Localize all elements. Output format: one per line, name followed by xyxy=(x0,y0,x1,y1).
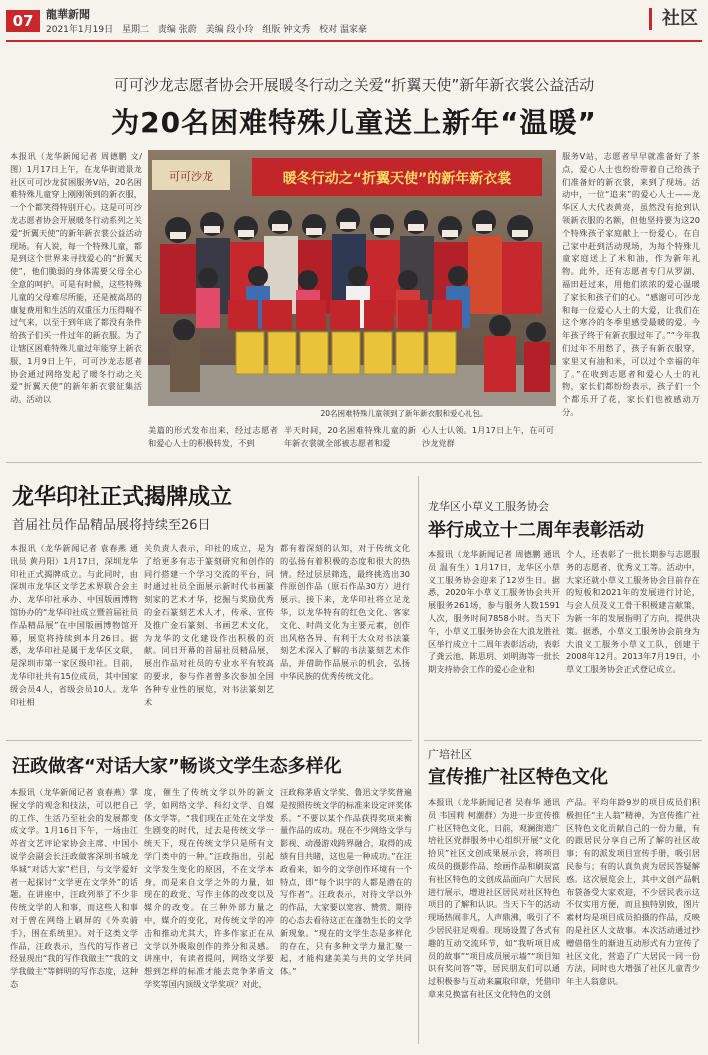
story5-body-col2: 产品。平均年龄9岁的项目成员们积极担任“主人翁”精神，为宣传推广社区特色文化贡献自己的一份力量，有的跟居民分享自己所了解的社区故事；有的派发项目宣传手册，吸引居民参与；有的认真负责为居民答疑解惑。这次展览会上，其中文创产品帆布袋备受大家欢迎，不少居民表示这不仅实用方便，而且独特别致，图片素材均是项目成员拍摄的作品，反映的是社区人文故事。本次活动通过抄赠借借生的渐进互动形式有力宣传了社区文化，营造了广大居民一同一份方法，同时也大增强了社区儿童青少年主人翁意识。 xyxy=(566,797,700,987)
story4-headline: 汪政做客“对话大家”畅谈文学生态多样化 xyxy=(12,756,342,777)
group-photo-image xyxy=(148,150,556,420)
story3-kicker: 龙华区小草义工服务协会 xyxy=(428,500,549,513)
story5-headline: 宣传推广社区特色文化 xyxy=(428,767,608,788)
editor-credit: 校对 温家豪 xyxy=(319,25,367,35)
editor-credit: 组版 钟文秀 xyxy=(262,25,311,35)
story1-body-col3: 半天时间，20名困难特殊儿童的新年新衣裳就全部被志愿者和爱 xyxy=(284,425,416,448)
story3-headline: 举行成立十二周年表彰活动 xyxy=(428,520,644,541)
page-number: 07 xyxy=(6,10,40,32)
editor-credit: 责编 张蔚 xyxy=(157,25,197,35)
divider xyxy=(424,740,702,741)
photo-banner-text: 暖冬行动之“折翼天使”的新年新衣裳 xyxy=(282,171,512,187)
story1-headline: 为20名困难特殊儿童送上新年“温暖” xyxy=(111,106,597,139)
issue-date: 2021年1月19日 xyxy=(46,25,114,35)
divider xyxy=(6,462,702,463)
section-title: 社区 xyxy=(649,8,698,30)
story4-body-col1: 本报讯（龙华新闻记者 袁春燕）掌握文学的观念和技法，可以把自己的工作、生活乃至社会的发展都变成文学。1月16日下午，一场由江苏省文艺评论家协会主席、中国小说学会副会长汪政做客深圳书城龙华城“对话大家”栏目，与文学爱好者一起探讨“文学更在文学外”的话题。在讲座中，汪政列举了不少非传统文学的人和事，而这些人和事对于曾在网络上刷屏的《外卖骑手》，围在系统里》。对于这类文学作品，汪政表示，当代的写作者已经显现出“我的写作我做主”“我的文学我做主”等鲜明的写作态度，这种态 xyxy=(10,787,138,989)
header-rule xyxy=(6,40,702,42)
page-header xyxy=(0,0,708,42)
story5-body-col1: 本报讯（龙华新闻记者 吴春华 通讯员 韦国莉 柯潮群）为进一步宣传推广社区特色文化，日前，观澜街道广培社区党群服务中心组织开展“文化拾贝”社区文创成果展示会，将项目成员的摄影作品、绘画作品和刷炭富有社区特色的文创成品面向广大居民进行展示，增进社区居民对社区特色项目的了解和认识。当天下午的活动现场热闹非凡，人声鼎沸，吸引了不少居民驻足观看。现场设置了各式有趣的互动交流环节，如“我听项目成员的故事”“项目成员展示墙”“项目知识有奖问答”等，居民朋友们可以通过积极参与互动来赢取印章，凭借印章来兑换富有社区文化特色的文创 xyxy=(428,797,560,999)
weekday: 星期二 xyxy=(121,25,149,35)
story3-body-col1: 本报讯（龙华新闻记者 周德鹏 通讯员 温有生）1月17日，龙华区小草义工服务协会迎来了12岁生日。据悉，2020年小草义工服务协会共开展服务261场，参与服务人数1591人次，服务时间7858小时。当天下午，小草义工服务协会在大浪龙胜社区举行成立十二周年表彰活动，表彰了龚云池、陈思玥、刘明海等一批长期支持协会工作的爱心企业和 xyxy=(428,549,560,675)
paper-name: 龍華新聞 xyxy=(46,8,90,21)
story2-headline: 龙华印社正式揭牌成立 xyxy=(12,485,233,510)
story2-body-col3: 都有着深刻的认知，对于传统文化的弘扬有着积极的态度和很大的热情。经过层层筛选，最终挑选出30件原创作品（原石作品30方）进行展示。接下来，龙华印社将立足龙华，以龙华特有的红色文化、客家文化、时尚文化为主要元素，创作出风格各异、有利于大众对书法篆刻艺术深入了解的书法篆刻艺术作品，并借助作品展示的机会，弘扬中华民族的优秀传统文化。 xyxy=(280,543,410,681)
story1-body-col1: 本报讯（龙华新闻记者 周德鹏 文/图）1月17日上午，在龙华街道景龙社区可可沙龙贫困服务V站，20名困难特殊儿童穿上刚刚领到的新衣服，一个个都笑得特别开心。这是可可沙龙志愿者协会开展暖冬行动系列之关爱“折翼天使”的新年新衣裳公益活动现场。有人说，每一个特殊儿童，都是到这个世界来寻找爱心的“折翼天使”，他们脆弱的身体需要父母全心全意的呵护。可是有时候，这些特殊儿童的父母难尽所能，还是被高昂的康复费用和生活的双重压力压得喘不过气来，以至于到年底了都没有条件给孩子们买一件过年的新衣服。为了让辖区困难特殊儿童过年能穿上新衣服，1月9日上午，可可沙龙志愿者协会通过网络发起了暖冬行动之关爱“折翼天使”的新年新衣裳征集活动。活动以 xyxy=(10,151,142,405)
story1-kicker: 可可沙龙志愿者协会开展暖冬行动之关爱“折翼天使”新年新衣裳公益活动 xyxy=(113,76,595,94)
photo-caption: 20名困难特殊儿童领到了新年新衣服和爱心礼包。 xyxy=(320,409,488,418)
story4-body-col2: 度，催生了传统文学以外的新文学，如网络文学、科幻文学、自媒体文学等。“我们现在正处在文学发生剧变的时代，过去是传统文学一统天下，现在传统文学只是所有文学门类中的一种。”汪政指出，引起文学发生变化的原因，不在文学本身，而是来自文学之外的力量，如现在的政党、写作主体的改变以及媒介的改变。在三种外部力量之中，媒介的变化，对传统文学的冲击和推动尤其大，许多作家正在从文学以外吸取创作的养分和灵感。讲座中，有读者提问，网络文学要想到怎样的标准才能去竞争茅盾文学奖等国内顶级文学奖项？对此， xyxy=(144,787,274,989)
header-meta xyxy=(46,22,373,35)
story4-body-col3: 汪政称茅盾文学奖、鲁迅文学奖普遍是按照传统文学的标准来设定评奖体系。“不要以某个作品获得奖项来衡量作品的成功。现在不少网络文学与影视、动漫游戏跨界融合，取得的成绩有目共睹，这也是一种成功。”在汪政看来，如今的文学创作环境有一个特点，即“每个识字的人都是潜在的写作者”。汪政表示，对待文学以外的作品，大家要以宽容、赞赏、期待的心态去看待这正在蓬勃生长的文学新现象。“现在的文学生态是多样化的存在，只有多种文学力量汇聚一起，才能构建美美与共的文学共同体。” xyxy=(280,787,412,977)
story1-photo xyxy=(148,150,556,420)
story1-body-col5: 服务V站，志愿者早早就准备好了茶点，爱心人士也纷纷带着自己给孩子们准备好的新衣裳，来到了现场。活动中，一位“追来”的爱心人士——龙华区人大代表黄亮，虽然没有抢到认领新衣服的名额，但他坚持要为这20个特殊孩子家庭献上一份爱心，在自己家中赶到活动现场，为每个特殊儿童家庭送上了米和油，作为新年礼物。此外，还有志愿者专门从罗湖、福田赶过来，用他们浓浓的爱心温暖了家长和孩子们的心。“感谢可可沙龙和每一位爱心人士的大爱，让我们在这个寒冷的冬季里感受最暖的爱。今年孩子终于有新衣服过年了。”“今年我们过年不用愁了，孩子有新衣服穿，家里又有油和米，可以过个幸福的年了。”在收到志愿者和爱心人士的礼物，家长们都纷纷表示，孩子们一个个都乐开了花，家长们也被感动万分。 xyxy=(562,151,700,417)
story2-subhead: 首届社员作品精品展将持续至26日 xyxy=(12,518,211,533)
story3-body-col2: 个人，还表彰了一批长期参与志愿服务的志愿者、优秀义工等。活动中，大家还就小草义工服务协会目前存在的短板和2021年的发展进行讨论，与会人员及义工骨干积极建言献策，为新一年的发展指明了方向，提供决策。据悉，小草义工服务协会前身为大浪义工服务小草义工队，创建于2008年12月。2013年7月19日，小草义工服务协会正式登记成立。 xyxy=(566,549,700,675)
story5-kicker: 广培社区 xyxy=(428,748,472,761)
editor-credit: 美编 段小玲 xyxy=(205,25,254,35)
story1-body-col4: 心人士认领。1月17日上午，在可可沙龙党群 xyxy=(422,425,554,448)
story2-body-col1: 本报讯（龙华新闻记者 袁春燕 通讯员 黄丹阳）1月17日，深圳龙华印社正式揭牌成立。与此同时，由深圳市龙华区文学艺术界联合会主办、龙华印社承办、中国版画博物馆协办的“龙华印社成立暨首届社员作品精品展”在中国版画博物馆开幕，展览将持续到本月26日。据悉，龙华印社是属于龙华区文联，是深圳市第一家区级印社。目前，龙华印社共有15位成员，其中国家级会员4人，省级会员10人。龙华印社相 xyxy=(10,543,138,707)
divider xyxy=(6,740,412,741)
story1-body-col2: 美篇的形式发布出来，经过志愿者和爱心人士的积极转发，不到 xyxy=(148,425,278,448)
photo-sign-text: 可可沙龙 xyxy=(169,170,213,183)
story2-body-col2: 关负责人表示，印社的成立，是为了给更多有志于篆刻研究和创作的同行搭建一个学习交流的平台，同时通过社员全面展示新时代书画篆刻家的艺术才华，挖掘与奖励优秀的金石篆刻艺术人才，传承、宣传及推广金石篆刻、书画艺术文化，为龙华的文化建设作出积极的贡献。同日开幕的首届社员精品展，展出作品对社员的专业水平有较高的要求，参与作者曾多次参加全国各种专业性的展览，对书法篆刻艺术 xyxy=(144,543,274,707)
column-divider xyxy=(418,476,419,1044)
